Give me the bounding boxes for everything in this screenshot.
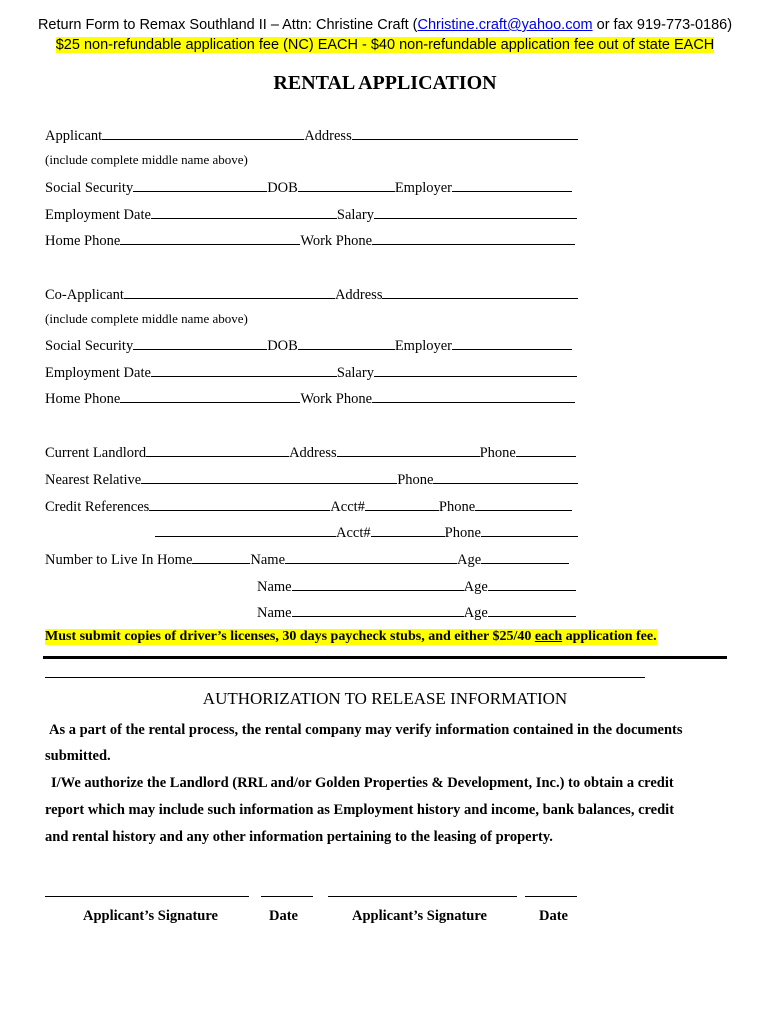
- credit-phone-label-1: Phone: [438, 499, 476, 515]
- co-applicant-ssn-field[interactable]: [133, 335, 267, 350]
- credit-row-1: [45, 496, 572, 516]
- applicant-employer-field[interactable]: [452, 177, 572, 192]
- landlord-label: Current Landlord: [45, 445, 147, 461]
- landlord-phone-field[interactable]: [516, 442, 576, 457]
- landlord-address-label: Address: [289, 445, 337, 461]
- home-phone-label: Home Phone: [45, 233, 121, 249]
- applicant-name-field[interactable]: [102, 125, 304, 140]
- authorization-para1-line1: As a part of the rental process, the rental company may verify information contained in the documents: [49, 722, 683, 738]
- co-applicant-emp-date-field[interactable]: [151, 362, 337, 377]
- notice-text-each: each: [534, 629, 563, 644]
- applicant-home-phone-field[interactable]: [120, 230, 300, 245]
- section-divider-thick: [43, 656, 727, 659]
- section-divider-thin: [45, 677, 645, 678]
- applicant-address-field[interactable]: [352, 125, 578, 140]
- applicant-signature-label-2: Applicant’s Signature: [352, 908, 487, 924]
- email-link[interactable]: Christine.craft@yahoo.com: [417, 17, 593, 33]
- relative-row: [45, 469, 578, 489]
- co-applicant-address-field[interactable]: [382, 284, 578, 299]
- occupant-age-2-field[interactable]: [488, 576, 576, 591]
- employer-label: Employer: [394, 180, 453, 196]
- co-applicant-employer-field[interactable]: [452, 335, 572, 350]
- occupant-age-1-field[interactable]: [481, 549, 569, 564]
- page-title: RENTAL APPLICATION: [273, 72, 497, 94]
- co-applicant-note: (include complete middle name above): [45, 311, 248, 326]
- landlord-field[interactable]: [146, 442, 289, 457]
- co-applicant-name-field[interactable]: [124, 284, 335, 299]
- co-applicant-employment-row: [45, 362, 577, 382]
- header-return-line: [0, 17, 770, 33]
- fee-text: $25 non-refundable application fee (NC) EACH - $40 non-refundable application fee out of state EACH: [55, 37, 715, 53]
- header-suffix: or fax 919-773-0186): [592, 17, 733, 33]
- applicant-employment-row: [45, 204, 577, 224]
- authorization-para2-line3: and rental history and any other information pertaining to the leasing of property.: [45, 829, 553, 845]
- co-applicant-ssn-row: [45, 335, 572, 355]
- acct-2-field[interactable]: [371, 522, 445, 537]
- occupant-row-2: [257, 576, 576, 596]
- applicant-note: (include complete middle name above): [45, 152, 248, 167]
- credit-ref-2-field[interactable]: [155, 522, 336, 537]
- co-applicant-label: Co-Applicant: [45, 287, 124, 303]
- work-phone-label: Work Phone: [300, 233, 373, 249]
- dob-label: DOB: [267, 180, 298, 196]
- occupant-age-label-2: Age: [463, 579, 488, 595]
- applicant-ssn-field[interactable]: [133, 177, 267, 192]
- co-employer-label: Employer: [394, 338, 453, 354]
- occupant-age-label-1: Age: [457, 552, 482, 568]
- co-salary-label: Salary: [336, 365, 374, 381]
- co-ssn-label: Social Security: [45, 338, 134, 354]
- occupant-age-3-field[interactable]: [488, 602, 576, 617]
- applicant-signature-line-1[interactable]: [45, 896, 249, 897]
- co-emp-date-label: Employment Date: [45, 365, 151, 381]
- landlord-address-field[interactable]: [337, 442, 480, 457]
- applicant-address-label: Address: [304, 128, 352, 144]
- authorization-title: AUTHORIZATION TO RELEASE INFORMATION: [202, 689, 568, 708]
- applicant-signature-label-1: Applicant’s Signature: [83, 908, 218, 924]
- occupant-name-3-field[interactable]: [292, 602, 464, 617]
- occupant-name-1-field[interactable]: [285, 549, 457, 564]
- applicant-label: Applicant: [45, 128, 103, 144]
- notice-text-after: application fee.: [562, 629, 657, 644]
- requirements-notice: [45, 629, 657, 645]
- date-line-1[interactable]: [261, 896, 313, 897]
- co-applicant-work-phone-field[interactable]: [372, 388, 575, 403]
- credit-label: Credit References: [45, 499, 150, 515]
- acct-label-1: Acct#: [330, 499, 365, 515]
- applicant-work-phone-field[interactable]: [372, 230, 575, 245]
- occupant-age-label-3: Age: [463, 605, 488, 621]
- relative-label: Nearest Relative: [45, 472, 142, 488]
- authorization-para1-line2: submitted.: [45, 748, 111, 764]
- co-applicant-phone-row: [45, 388, 575, 408]
- occupant-row-3: [257, 602, 576, 622]
- acct-1-field[interactable]: [365, 496, 439, 511]
- applicant-emp-date-field[interactable]: [151, 204, 337, 219]
- number-label: Number to Live In Home: [45, 552, 193, 568]
- applicant-salary-field[interactable]: [374, 204, 577, 219]
- occupant-name-label-2: Name: [257, 579, 292, 595]
- applicant-phone-row: [45, 230, 575, 250]
- co-address-label: Address: [334, 287, 383, 303]
- date-line-2[interactable]: [525, 896, 577, 897]
- co-applicant-dob-field[interactable]: [298, 335, 395, 350]
- co-applicant-row: [45, 284, 578, 304]
- applicant-dob-field[interactable]: [298, 177, 395, 192]
- applicant-row: [45, 125, 578, 145]
- notice-text-before: Must submit copies of driver’s licenses, 30 days paycheck stubs, and either $25/40: [45, 629, 535, 644]
- landlord-row: [45, 442, 576, 462]
- occupant-name-label-1: Name: [250, 552, 286, 568]
- relative-phone-field[interactable]: [433, 469, 578, 484]
- authorization-para2-line2: report which may include such information as Employment history and income, bank balances, credit: [45, 802, 675, 818]
- header-prefix: Return Form to Remax Southland II – Attn: Christine Craft (: [37, 17, 418, 33]
- co-applicant-salary-field[interactable]: [374, 362, 577, 377]
- co-work-phone-label: Work Phone: [300, 391, 373, 407]
- ssn-label: Social Security: [45, 180, 134, 196]
- date-label-2: Date: [539, 908, 568, 924]
- occupant-name-2-field[interactable]: [292, 576, 464, 591]
- number-field[interactable]: [192, 549, 250, 564]
- credit-phone-1-field[interactable]: [475, 496, 572, 511]
- fee-line: [0, 37, 770, 53]
- credit-phone-2-field[interactable]: [481, 522, 578, 537]
- date-label-1: Date: [269, 908, 298, 924]
- co-dob-label: DOB: [267, 338, 298, 354]
- landlord-phone-label: Phone: [479, 445, 516, 461]
- salary-label: Salary: [336, 207, 374, 223]
- credit-row-2: [155, 522, 578, 542]
- applicant-signature-line-2[interactable]: [328, 896, 517, 897]
- occupant-name-label-3: Name: [257, 605, 292, 621]
- relative-phone-label: Phone: [397, 472, 434, 488]
- occupant-row-1: [45, 549, 569, 569]
- authorization-para2-line1: I/We authorize the Landlord (RRL and/or Golden Properties & Development, Inc.) to obtain a credit: [51, 775, 674, 791]
- co-applicant-home-phone-field[interactable]: [120, 388, 300, 403]
- emp-date-label: Employment Date: [45, 207, 151, 223]
- credit-phone-label-2: Phone: [444, 525, 481, 541]
- acct-label-2: Acct#: [336, 525, 371, 541]
- relative-field[interactable]: [141, 469, 397, 484]
- credit-ref-1-field[interactable]: [149, 496, 330, 511]
- applicant-ssn-row: [45, 177, 572, 197]
- co-home-phone-label: Home Phone: [45, 391, 121, 407]
